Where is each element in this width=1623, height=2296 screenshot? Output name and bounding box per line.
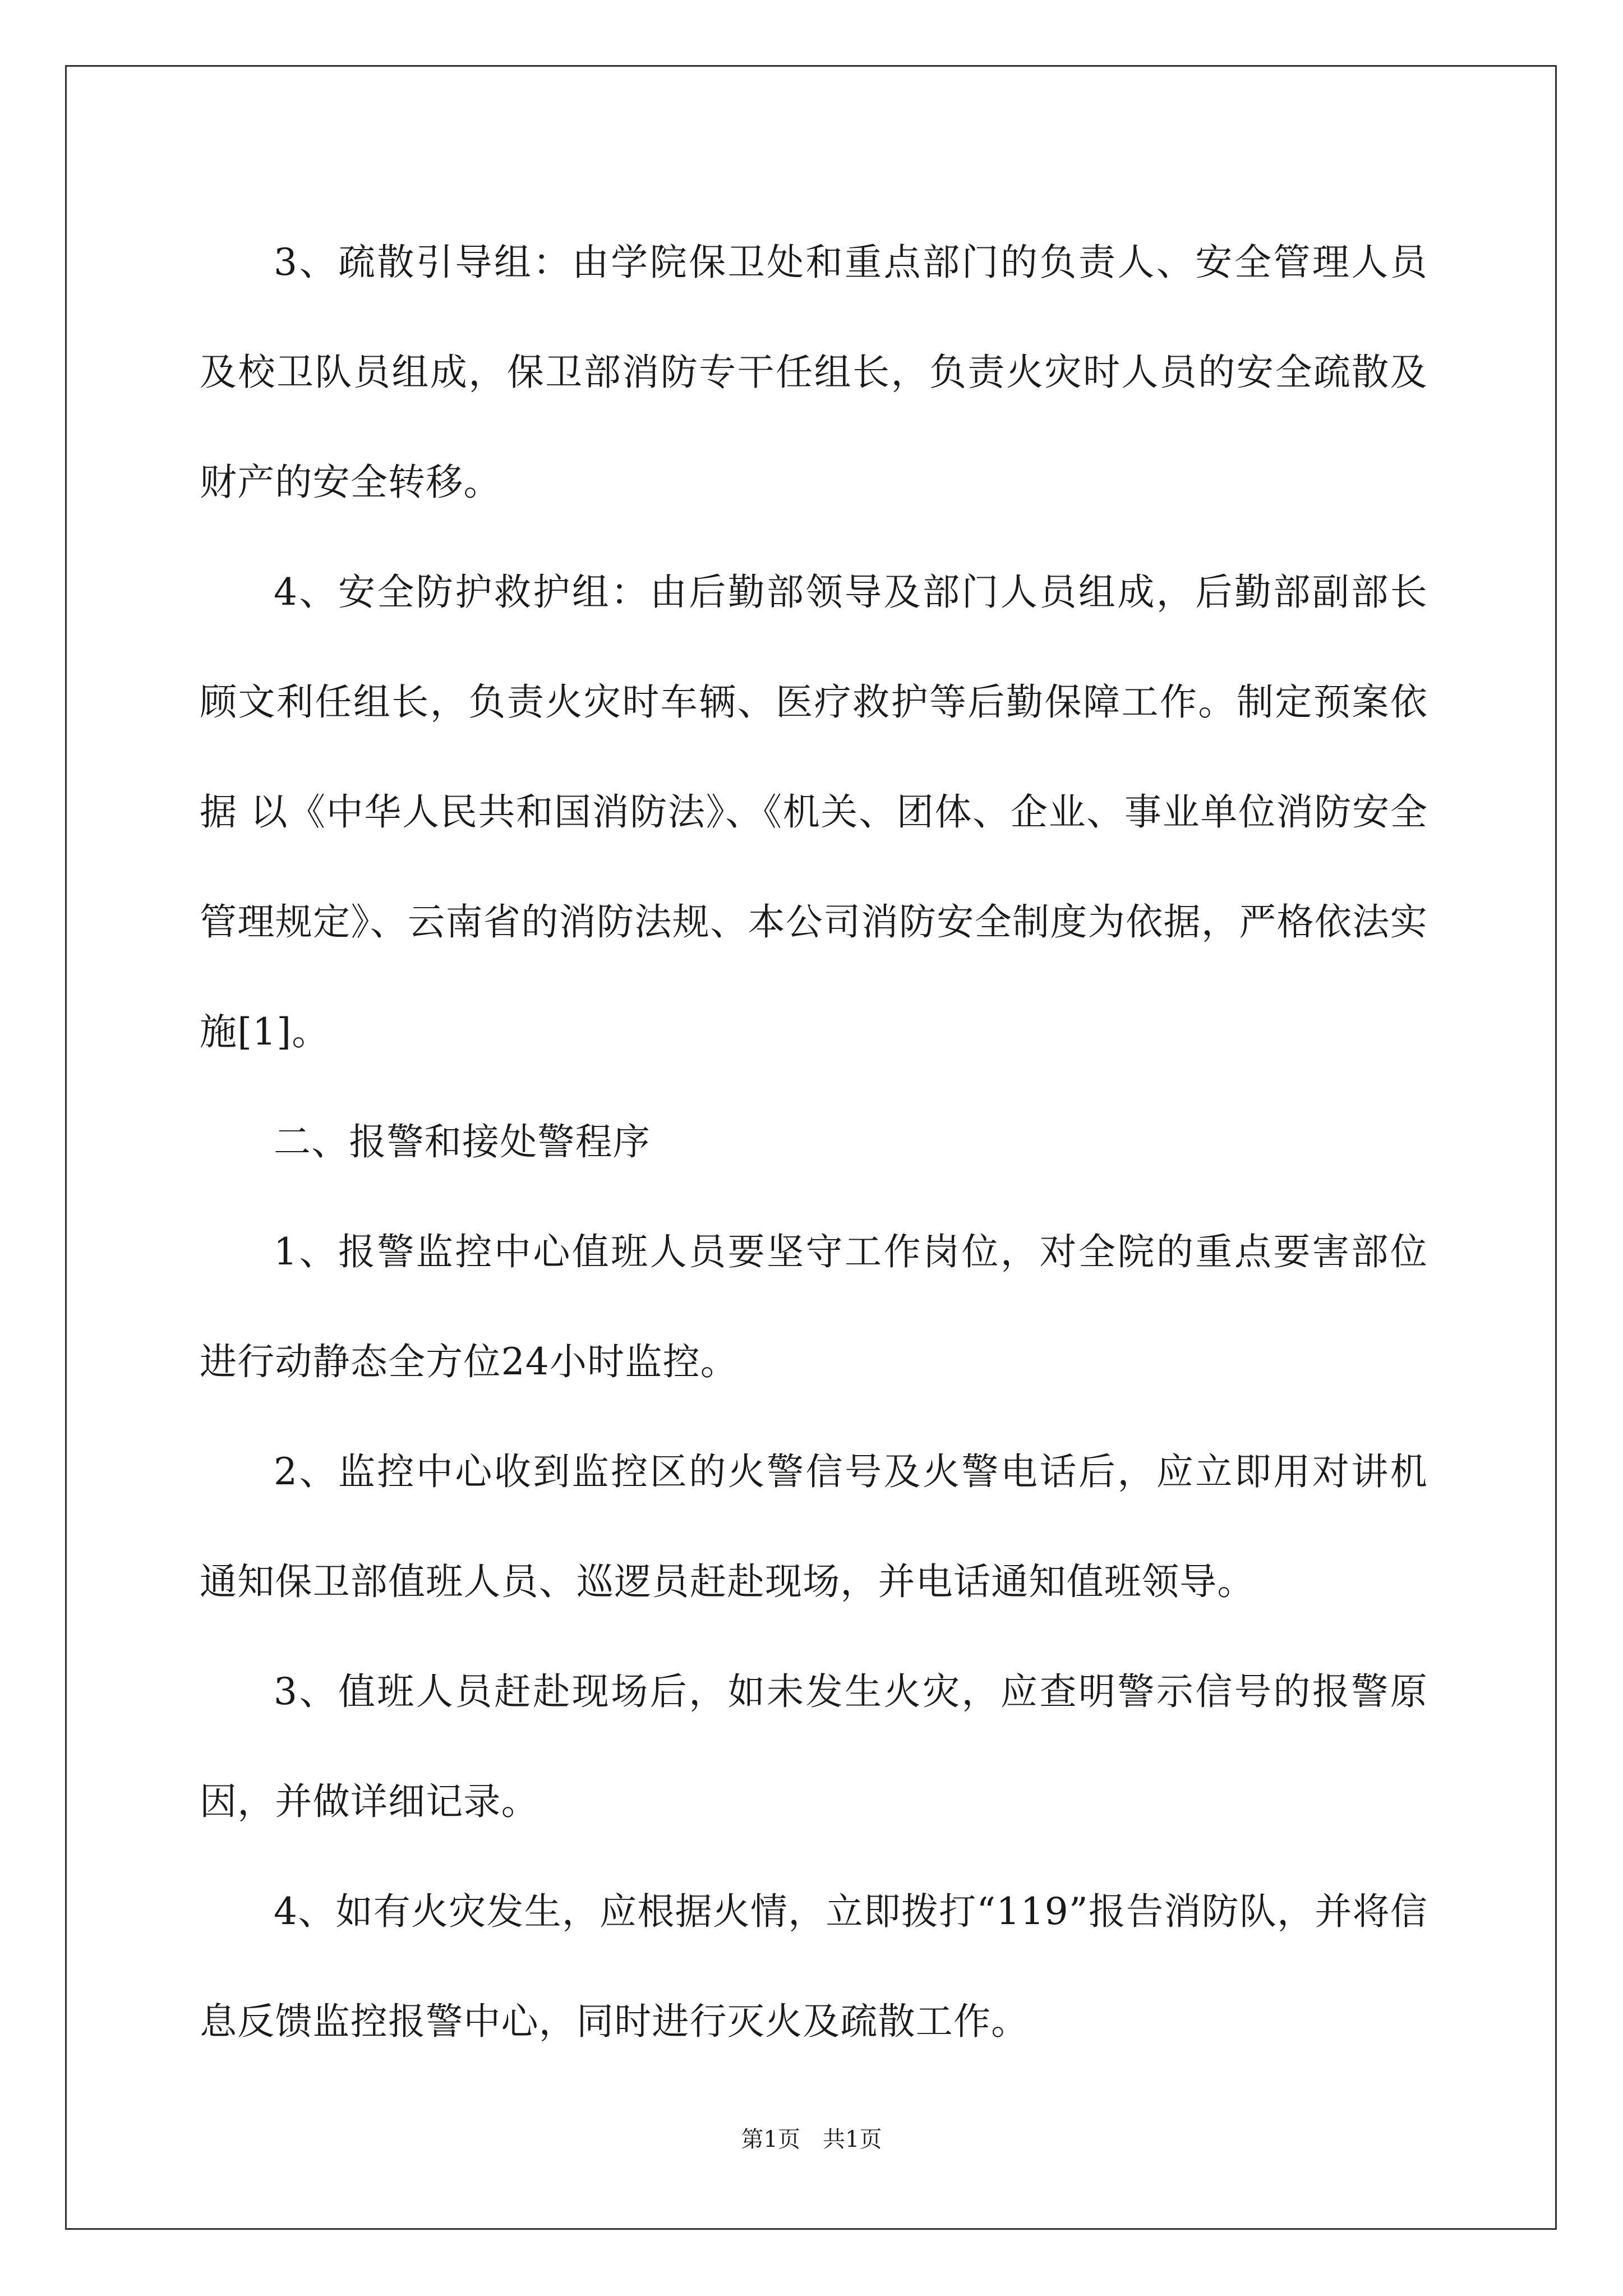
page-number: 第1页 共1页	[741, 2127, 882, 2152]
paragraph-fire-report: 4、如有火灾发生，应根据火情，立即拨打“119”报告消防队，并将信息反馈监控报警中心，同时进行灭火及疏散工作。	[200, 1890, 1428, 2043]
paragraph-onsite-check: 3、值班人员赶赴现场后，如未发生火灾，应查明警示信号的报警原因，并做详细记录。	[200, 1670, 1428, 1823]
section-heading-alarm-procedure: 二、报警和接处警程序	[274, 1120, 651, 1163]
document-body	[200, 208, 1428, 2077]
paragraph-monitoring-duty: 1、报警监控中心值班人员要坚守工作岗位，对全院的重点要害部位进行动静态全方位24小时监控。	[200, 1230, 1428, 1383]
paragraph-safety-rescue-group: 4、安全防护救护组：由后勤部领导及部门人员组成，后勤部副部长顾文利任组长，负责火灾时车辆、医疗救护等后勤保障工作。制定预案依据 以《中华人民共和国消防法》、《机关、团体、企业、事业单位消防安全管理规定》、云南省的消防法规、本公司消防安全制度为依据，严格依法实施[1]。	[200, 570, 1428, 1053]
paragraph-alarm-response: 2、监控中心收到监控区的火警信号及火警电话后，应立即用对讲机通知保卫部值班人员、巡逻员赶赴现场，并电话通知值班领导。	[200, 1450, 1428, 1603]
paragraph-evacuation-group: 3、疏散引导组：由学院保卫处和重点部门的负责人、安全管理人员及校卫队员组成，保卫部消防专干任组长，负责火灾时人员的安全疏散及财产的安全转移。	[200, 241, 1428, 504]
